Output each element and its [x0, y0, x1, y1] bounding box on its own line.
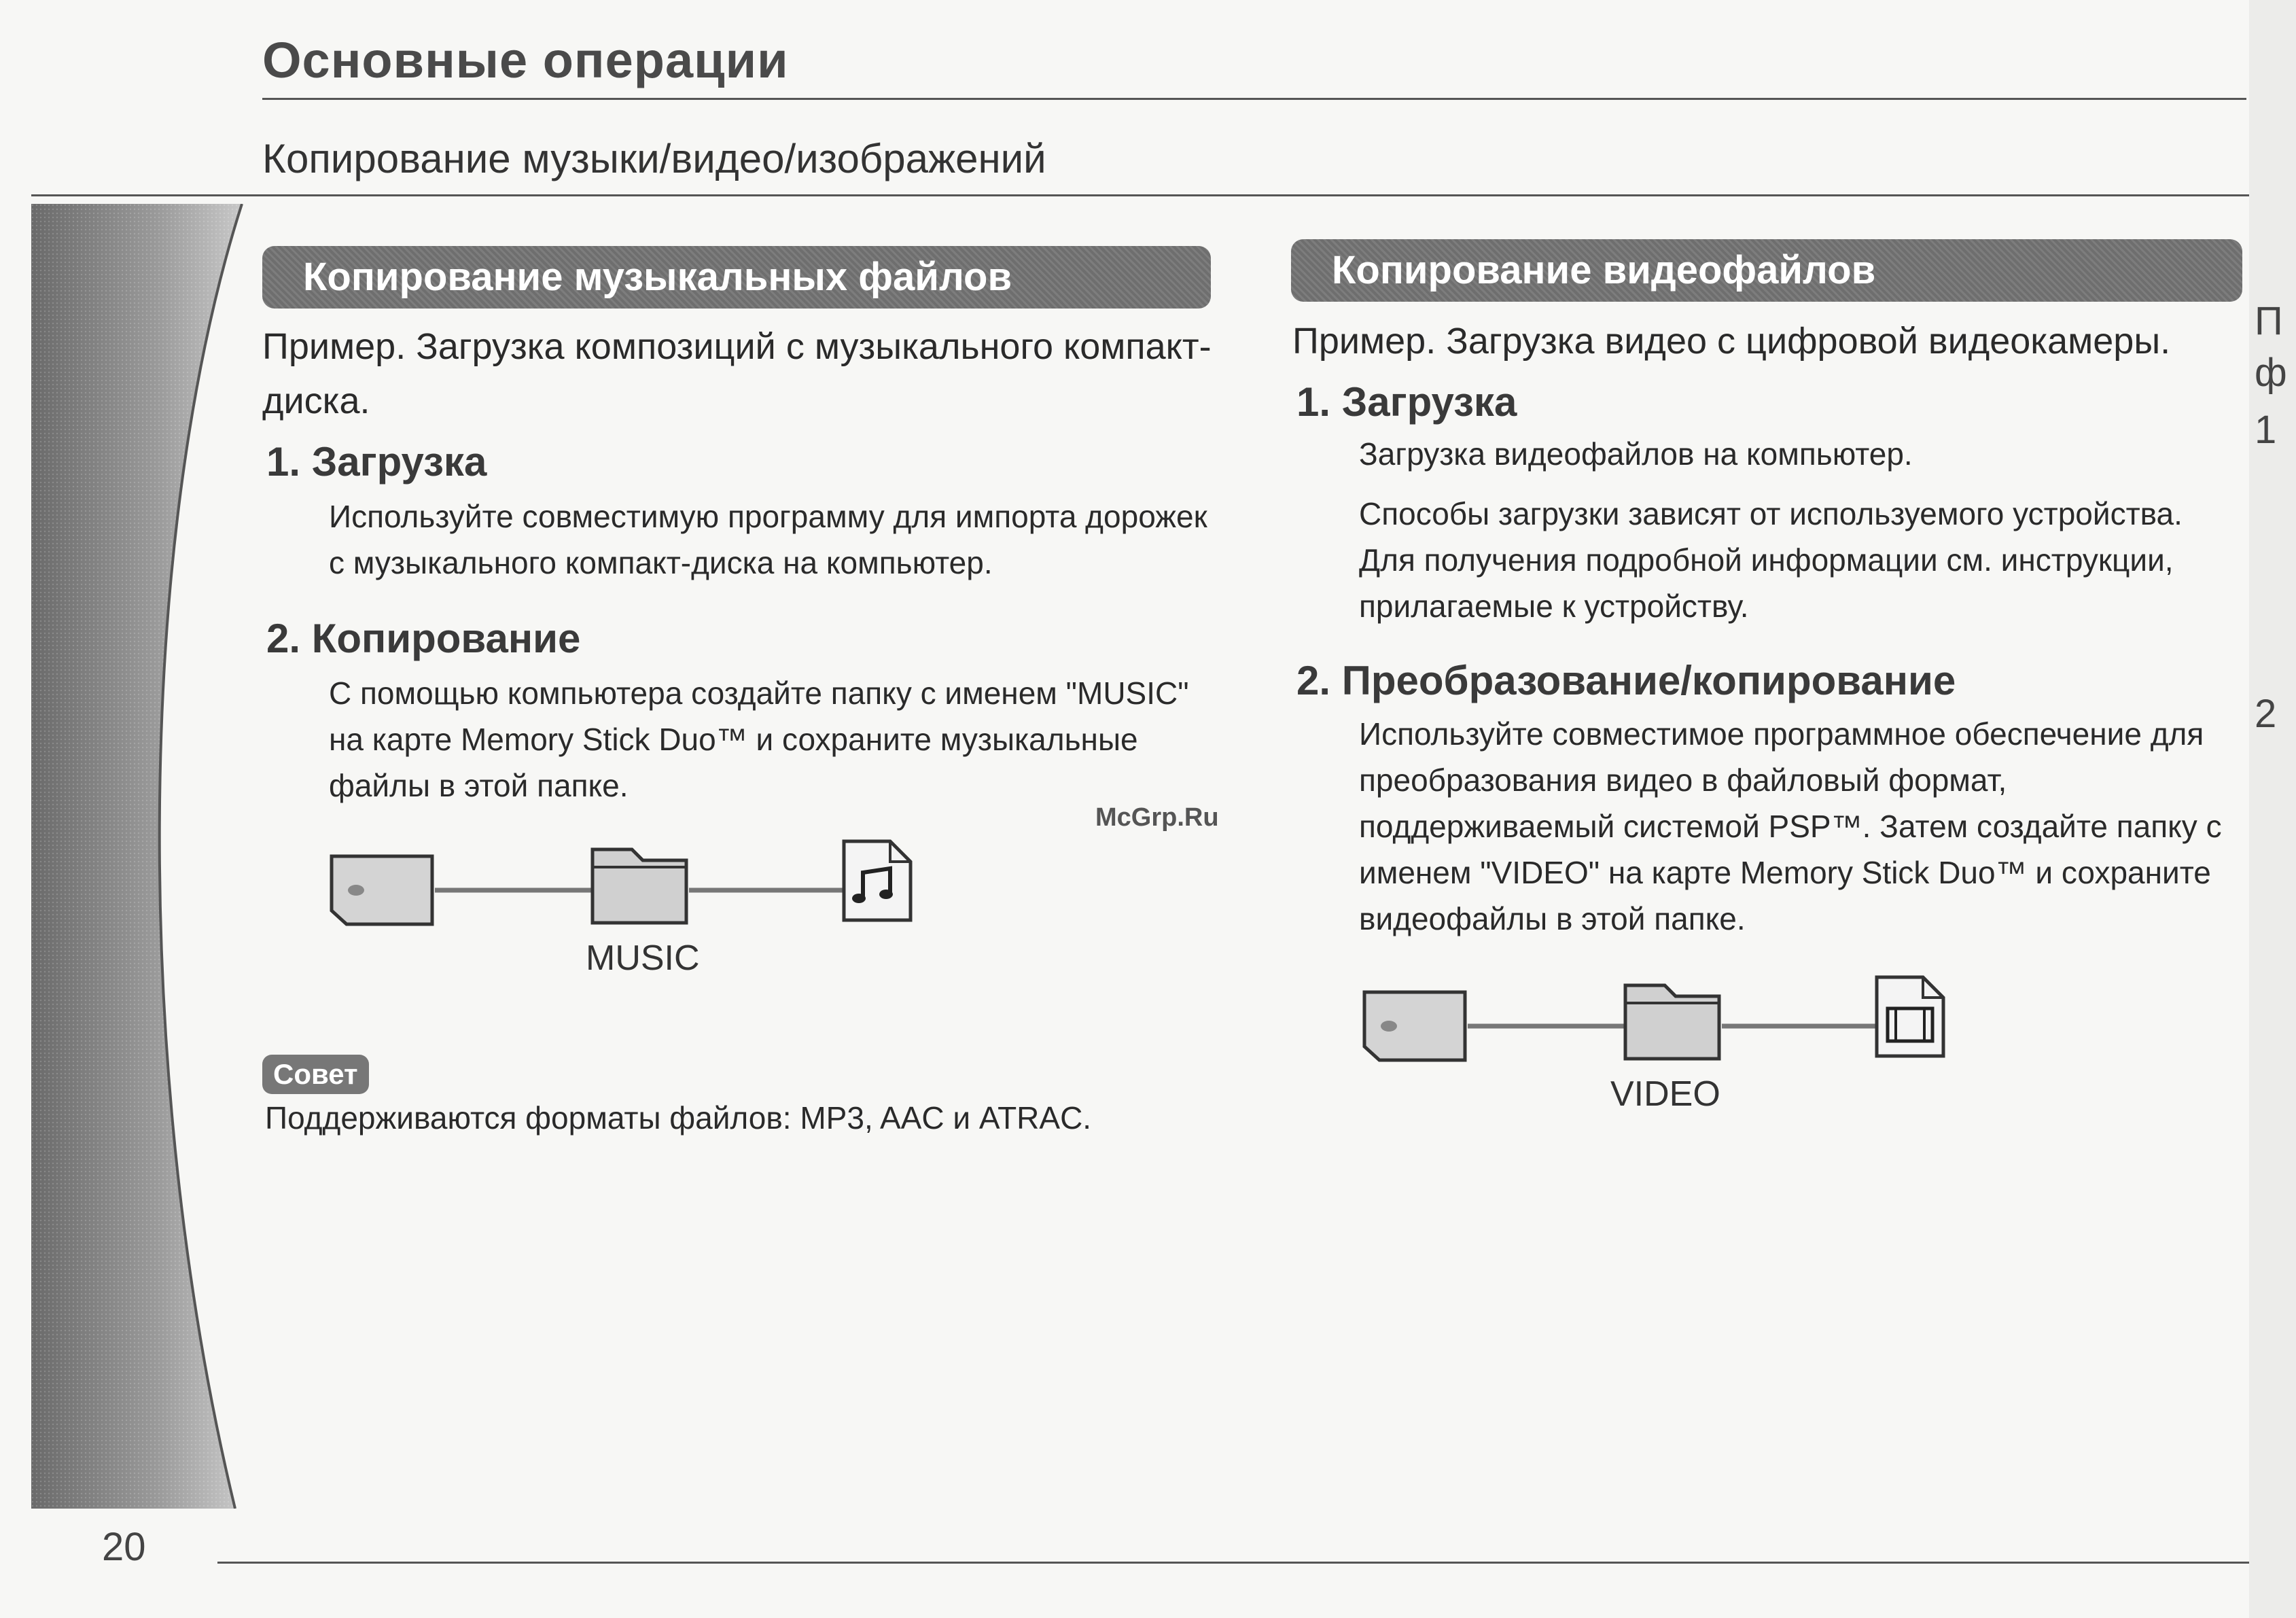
video-step2-heading: 2. Преобразование/копирование	[1296, 658, 1956, 703]
edge-glyph: 1	[2255, 408, 2277, 452]
edge-glyph: ф	[2255, 351, 2287, 395]
watermark: McGrp.Ru	[1095, 803, 1219, 832]
music-folder-label: MUSIC	[586, 938, 700, 978]
video-step2-text: Используйте совместимое программное обеспечение для преобразования видео в файловый формат, поддерживаемый системой PSP™. Затем создайте папку с именем "VIDEO" на карте Memory Stick Duo™ и сохраните видеофайлы в этой папке.	[1359, 716, 2222, 936]
memory-stick-icon	[332, 856, 432, 924]
music-file-icon	[844, 841, 911, 920]
edge-glyph: 2	[2255, 692, 2277, 736]
edge-glyph: П	[2255, 299, 2283, 343]
music-step1-text: Используйте совместимую программу для импорта дорожек с музыкального компакт-диска на компьютер.	[329, 499, 1207, 580]
page-subtitle: Копирование музыки/видео/изображений	[262, 136, 1046, 181]
folder-icon	[1625, 985, 1719, 1059]
folder-icon	[593, 849, 686, 923]
page-title: Основные операции	[262, 32, 789, 88]
video-section-banner: Копирование видеофайлов	[1291, 239, 2242, 302]
adjacent-page-edge	[2249, 0, 2296, 1618]
video-file-icon	[1877, 977, 1943, 1056]
memory-stick-icon	[1364, 992, 1465, 1060]
footer-divider	[217, 1562, 2249, 1564]
subtitle-divider	[31, 194, 2253, 196]
video-copy-diagram	[1359, 972, 1957, 1067]
music-intro: Пример. Загрузка композиций с музыкального компакт-диска.	[262, 326, 1212, 421]
music-step2-text: С помощью компьютера создайте папку с именем "MUSIC" на карте Memory Stick Duo™ и сохраните музыкальные файлы в этой папке.	[329, 675, 1189, 803]
tip-text: Поддерживаются форматы файлов: MP3, AAC и ATRAC.	[265, 1100, 1092, 1136]
decorative-sidebar	[31, 204, 262, 1509]
music-step1-heading: 1. Загрузка	[266, 439, 487, 485]
header-divider	[262, 98, 2246, 100]
video-step1-text2: Способы загрузки зависят от используемого устройства. Для получения подробной информации см. инструкции, прилагаемые к устройству.	[1359, 496, 2183, 624]
music-copy-diagram	[326, 836, 924, 931]
video-step1-text1: Загрузка видеофайлов на компьютер.	[1359, 436, 1913, 472]
video-folder-label: VIDEO	[1610, 1074, 1720, 1114]
page-number: 20	[102, 1525, 146, 1569]
video-step1-heading: 1. Загрузка	[1296, 379, 1517, 425]
video-intro: Пример. Загрузка видео с цифровой видеокамеры.	[1292, 321, 2171, 362]
music-step2-heading: 2. Копирование	[266, 616, 581, 661]
music-section-banner: Копирование музыкальных файлов	[262, 246, 1211, 309]
tip-badge: Совет	[262, 1055, 369, 1094]
